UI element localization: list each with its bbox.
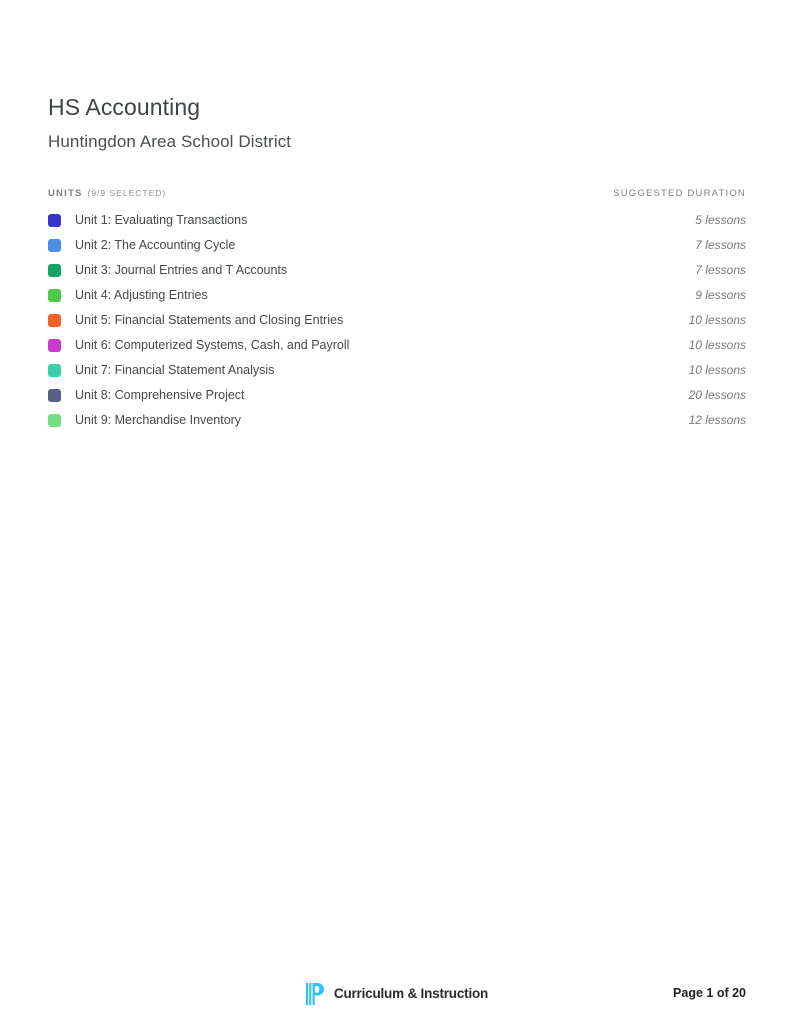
unit-row-main: [48, 237, 695, 254]
unit-duration: 10 lessons: [688, 363, 746, 377]
unit-name: Unit 5: Financial Statements and Closing Entries: [75, 313, 344, 327]
unit-name: Unit 1: Evaluating Transactions: [75, 213, 248, 227]
unit-row-main: [48, 312, 689, 329]
unit-row-main: [48, 262, 695, 279]
page-number: Page 1 of 20: [673, 986, 746, 1000]
unit-name: Unit 9: Merchandise Inventory: [75, 413, 242, 427]
units-selected-count: (9/9 SELECTED): [87, 188, 167, 198]
unit-duration: 12 lessons: [688, 413, 746, 427]
unit-row-main: [48, 362, 689, 379]
units-table: [48, 188, 746, 433]
unit-color-swatch-icon: [48, 214, 61, 227]
unit-name: Unit 8: Comprehensive Project: [75, 388, 245, 402]
unit-row-main: [48, 412, 689, 429]
units-table-header: [48, 188, 746, 208]
page-subtitle: Huntingdon Area School District: [48, 132, 292, 151]
unit-color-swatch-icon: [48, 314, 61, 327]
unit-name: Unit 6: Computerized Systems, Cash, and Payroll: [75, 338, 350, 352]
unit-row-main: [48, 287, 695, 304]
unit-color-swatch-icon: [48, 289, 61, 302]
unit-duration: 20 lessons: [688, 388, 746, 402]
table-row[interactable]: [48, 333, 746, 358]
page-title: HS Accounting: [48, 94, 201, 120]
table-row[interactable]: [48, 208, 746, 233]
table-row[interactable]: [48, 283, 746, 308]
units-column-label: UNITS: [48, 188, 83, 199]
brand-name: Curriculum & Instruction: [333, 986, 489, 1001]
brand-logo: [306, 982, 488, 1006]
unit-row-main: [48, 387, 689, 404]
table-row[interactable]: [48, 408, 746, 433]
unit-color-swatch-icon: [48, 264, 61, 277]
unit-name: Unit 2: The Accounting Cycle: [75, 238, 236, 252]
unit-duration: 7 lessons: [695, 238, 746, 252]
unit-name: Unit 3: Journal Entries and T Accounts: [75, 263, 288, 277]
units-column-header: [48, 188, 166, 199]
table-row[interactable]: [48, 258, 746, 283]
table-row[interactable]: [48, 308, 746, 333]
unit-color-swatch-icon: [48, 414, 61, 427]
table-row[interactable]: [48, 233, 746, 258]
unit-duration: 10 lessons: [688, 313, 746, 327]
unit-duration: 10 lessons: [688, 338, 746, 352]
unit-color-swatch-icon: [48, 364, 61, 377]
unit-row-main: [48, 337, 689, 354]
unit-name: Unit 4: Adjusting Entries: [75, 288, 208, 302]
unit-row-main: [48, 212, 695, 229]
unit-duration: 9 lessons: [695, 288, 746, 302]
unit-name: Unit 7: Financial Statement Analysis: [75, 363, 275, 377]
unit-duration: 7 lessons: [695, 263, 746, 277]
unit-color-swatch-icon: [48, 389, 61, 402]
p-logo-icon: [306, 982, 327, 1006]
table-row[interactable]: [48, 383, 746, 408]
unit-color-swatch-icon: [48, 239, 61, 252]
unit-color-swatch-icon: [48, 339, 61, 352]
page-footer: [48, 982, 746, 1016]
duration-column-label: SUGGESTED DURATION: [613, 188, 746, 199]
unit-duration: 5 lessons: [695, 213, 746, 227]
document-header: [48, 92, 748, 154]
table-row[interactable]: [48, 358, 746, 383]
